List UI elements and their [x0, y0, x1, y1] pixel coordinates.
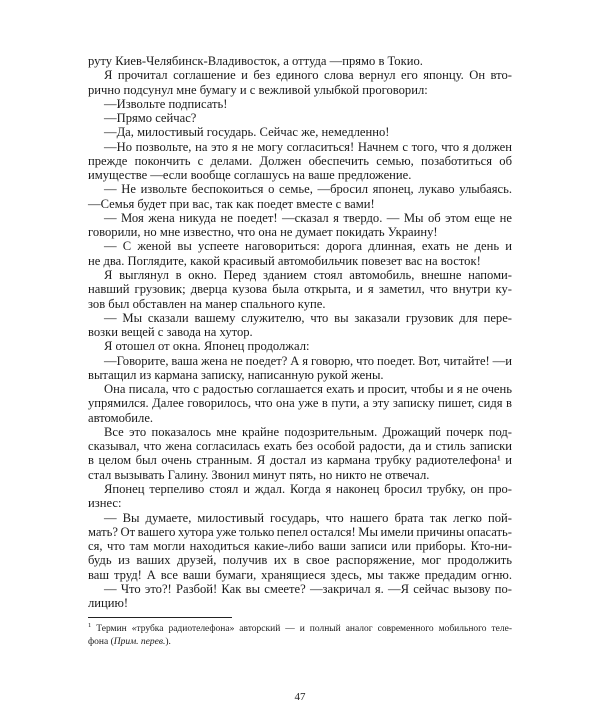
text-line: говорили, но мне известно, что она не думает покидать Украину! — [88, 225, 438, 240]
text-line: Я отошел от окна. Японец продолжал: — [104, 339, 310, 354]
text-line: упрямился. Далее говорилось, что она уже в пути, а эту записку пишет, сидя в — [88, 396, 512, 411]
text-line: лицию! — [88, 596, 129, 611]
text-line: имуществе —если вообще соглашусь на ваше предложение. — [88, 168, 412, 183]
text-line: автомобиле. — [88, 410, 154, 425]
text-line: — Что это?! Разбой! Как вы смеете? —закричал я. —Я сейчас вызову по- — [104, 581, 512, 596]
text-line: Я выглянул в окно. Перед зданием стоял автомобиль, внешне напоми- — [104, 267, 512, 282]
text-line: изнес: — [88, 496, 122, 511]
footnote-divider — [88, 617, 232, 618]
text-line: мать? От вашего хутора уже только пепел остался! Мы имели причины опасать- — [88, 524, 512, 539]
text-line: рично подсунул мне бумагу и с вежливой улыбкой проговорил: — [88, 82, 428, 97]
footnote-line-1: $^1$ Термин «трубка радиотелефона» авторский — и полный аналог современного мобильного теле- — [88, 622, 513, 635]
footnote-line-2: фона (Прим. перев.). — [88, 637, 171, 648]
body-text — [88, 54, 512, 610]
text-line: в целом был очень странным. Я достал из кармана трубку радиотелефона¹ и — [88, 453, 512, 468]
text-line: возки вещей с завода на хутор. — [88, 325, 253, 340]
text-line: —Прямо сейчас? — [104, 111, 197, 126]
text-line: Японец терпеливо стоял и ждал. Когда я наконец бросил трубку, он про- — [104, 481, 512, 496]
text-line: Все это показалось мне крайне подозрительным. Дрожащий почерк под- — [104, 424, 512, 439]
text-line: —Говорите, ваша жена не поедет? А я говорю, что поедет. Вот, читайте! —и — [104, 353, 512, 368]
text-line: — Моя жена никуда не поедет! —сказал я твердо. — Мы об этом еще не — [104, 210, 512, 225]
text-line: стал вызывать Галину. Звонил минут пять, но никто не отвечал. — [88, 467, 430, 482]
text-line: навший грузовик; дверца кузова была открыта, и я заметил, что внутри ку- — [88, 282, 512, 297]
text-line: —Но позвольте, на это я не могу согласиться! Начнем с того, что я должен — [104, 139, 512, 154]
text-line: Я прочитал соглашение и без единого слова вернул его японцу. Он вто- — [104, 68, 512, 83]
text-line: не два. Поглядите, какой красивый автомобильчик повезет вас на восток! — [88, 253, 481, 268]
text-line: вытащил из кармана записку, написанную рукой жены. — [88, 367, 384, 382]
text-line: —Извольте подписать! — [104, 96, 228, 111]
footnote — [88, 623, 512, 649]
text-line: — Вы думаете, милостивый государь, что нашего брата так легко пой- — [104, 510, 512, 525]
page-column — [88, 54, 512, 703]
page-number: 47 — [294, 691, 306, 704]
text-line: —Да, милостивый государь. Сейчас же, немедленно! — [104, 125, 390, 140]
text-line: — Не извольте беспокоиться о семье, —бросил японец, лукаво улыбаясь. — [104, 182, 512, 197]
text-line: руту Киев-Челябинск-Владивосток, а оттуда —прямо в Токио. — [88, 54, 423, 68]
text-line: будь из ваших друзей, получив их в свое распоряжение, мог продолжить — [88, 553, 512, 568]
text-line: — С женой вы успеете наговориться: дорога длинная, ехать не день и — [104, 239, 512, 254]
text-line: — Мы сказали вашему служителю, что вы заказали грузовик для пере- — [104, 310, 512, 325]
text-line: ся, что там могли находиться какие-либо ваши записи или приборы. Кто-ни- — [88, 539, 512, 554]
text-line: прежде покончить с делами. Должен обеспечить семью, позаботиться об — [88, 153, 512, 168]
text-line: сказывал, что жена согласилась ехать без особой радости, да и стиль записки — [88, 439, 512, 454]
text-line: зов был обставлен на манер спального купе. — [88, 296, 326, 311]
text-line: —Семья будет при вас, так как поедет вместе с вами! — [88, 196, 375, 211]
text-line: ваш труд! А все ваши бумаги, хранящиеся здесь, мы также предадим огню. — [88, 567, 512, 582]
text-line: Она писала, что с радостью соглашается ехать и просит, чтобы и я не очень — [104, 382, 512, 397]
